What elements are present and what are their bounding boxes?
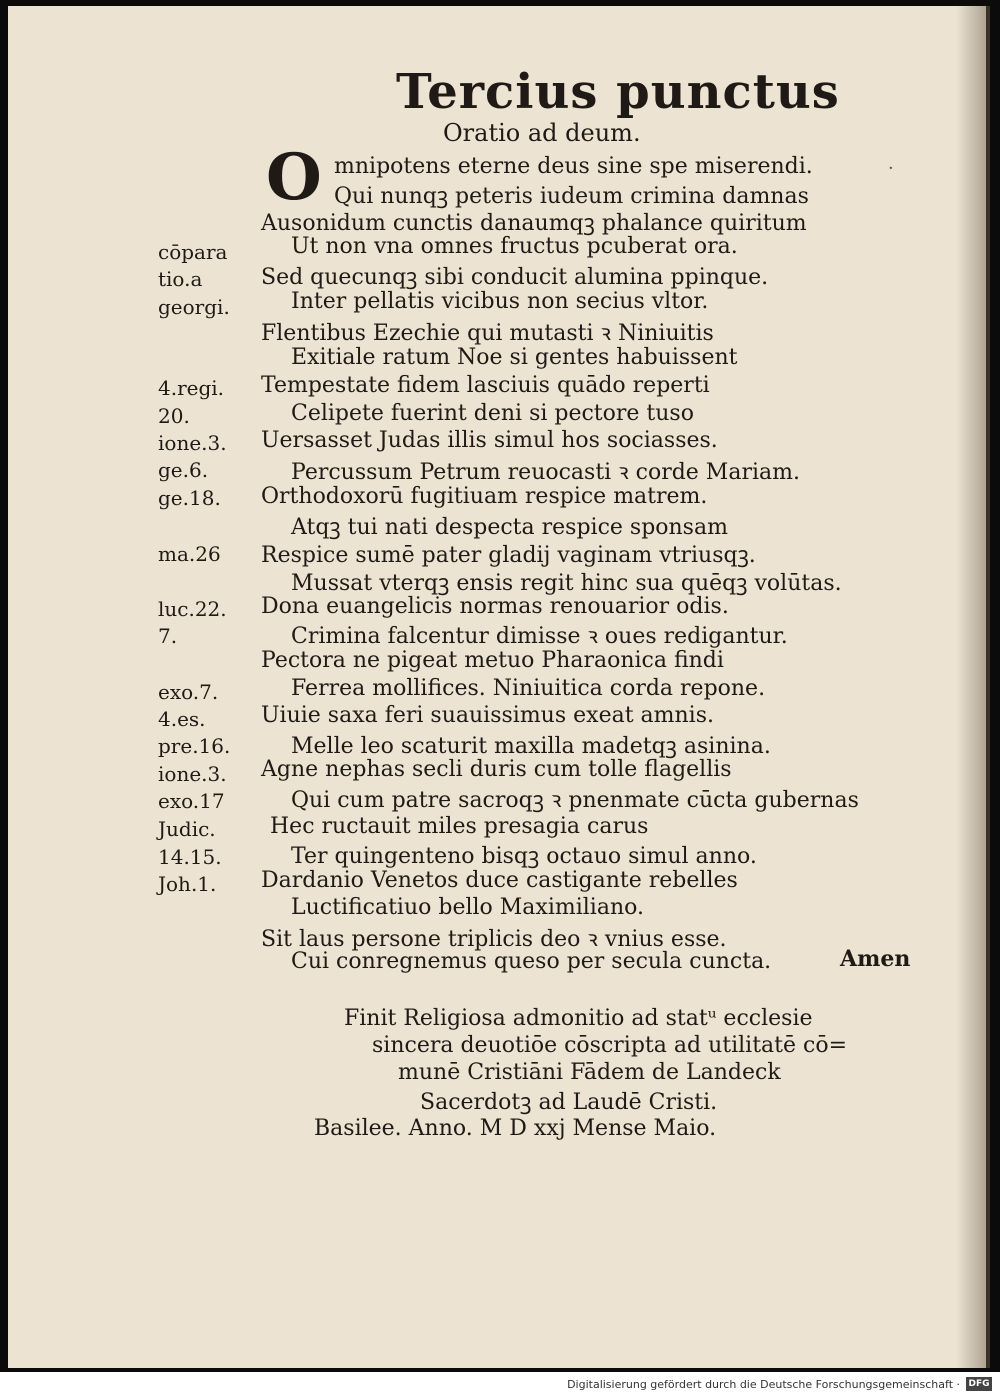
colophon-line: Finit Religiosa admonitio ad statᵘ ecclesie — [344, 1006, 813, 1031]
margin-note: pre.16. — [158, 734, 231, 758]
margin-note: exo.17 — [158, 789, 225, 813]
margin-note: ge.6. — [158, 458, 209, 482]
verse-line: Qui cum patre sacroqꝫ ꝛ pnenmate cūcta gubernas — [291, 788, 859, 813]
verse-line: Inter pellatis vicibus non secius vltor. — [291, 289, 709, 314]
margin-note: 4.es. — [158, 707, 206, 731]
verse-line: Uersasset Judas illis simul hos sociasses. — [261, 428, 718, 453]
verse-line: Tempestate fidem lasciuis quādo reperti — [261, 373, 710, 398]
margin-note: 20. — [158, 404, 190, 428]
verse-line: Respice sumē pater gladij vaginam vtriusqꝫ. — [261, 543, 756, 568]
margin-note: exo.7. — [158, 680, 219, 704]
margin-note: luc.22. — [158, 597, 227, 621]
verse-line: Ter quingenteno bisqꝫ octauo simul anno. — [291, 844, 757, 869]
verse-line: Agne nephas secli duris cum tolle flagellis — [261, 757, 732, 782]
verse-line: Pectora ne pigeat metuo Pharaonica findi — [261, 648, 724, 673]
page-subheading: Oratio ad deum. — [443, 119, 641, 147]
dfg-logo: DFG — [966, 1377, 992, 1391]
verse-line: Ut non vna omnes fructus pcuberat ora. — [291, 234, 738, 259]
verse-line: Luctificatiuo bello Maximiliano. — [291, 895, 644, 920]
margin-note: 4.regi. — [158, 376, 225, 400]
margin-note: 7. — [158, 624, 178, 648]
margin-note: ge.18. — [158, 486, 221, 510]
margin-note: tio.a — [158, 267, 203, 291]
verse-line: Orthodoxorū fugitiuam respice matrem. — [261, 484, 708, 509]
margin-note: cōpara — [158, 240, 228, 264]
verse-line: Percussum Petrum reuocasti ꝛ corde Mariam. — [291, 460, 800, 485]
footer-bar — [0, 1372, 1000, 1397]
verse-line: Uiuie saxa feri suauissimus exeat amnis. — [261, 703, 714, 728]
verse-line: Crimina falcentur dimisse ꝛ oues redigantur. — [291, 624, 788, 649]
margin-mark: · — [888, 158, 894, 179]
margin-note: georgi. — [158, 295, 230, 319]
verse-line: Ausonidum cunctis danaumqꝫ phalance quiritum — [261, 211, 807, 236]
verse-line: Cui conregnemus queso per secula cuncta. — [291, 949, 772, 974]
colophon-line: sincera deuotiōe cōscripta ad utilitatē cō= — [372, 1033, 847, 1058]
verse-line: Dona euangelicis normas renouarior odis. — [261, 594, 729, 619]
drop-initial: O — [266, 140, 322, 215]
margin-note: Judic. — [158, 817, 216, 841]
amen-text: Amen — [840, 946, 911, 972]
verse-line: Qui nunqꝫ peteris iudeum crimina damnas — [334, 184, 809, 209]
margin-note: ma.26 — [158, 542, 221, 566]
verse-line: Celipete fuerint deni si pectore tuso — [291, 401, 694, 426]
verse-line: Ferrea mollifices. Niniuitica corda repone. — [291, 676, 766, 701]
colophon-line: Basilee. Anno. M D xxj Mense Maio. — [314, 1116, 717, 1141]
verse-line: Mussat vterqꝫ ensis regit hinc sua quēqꝫ volūtas. — [291, 571, 842, 596]
verse-line: Hec ructauit miles presagia carus — [270, 814, 649, 839]
margin-note: ione.3. — [158, 431, 227, 455]
margin-note: Joh.1. — [158, 872, 217, 896]
verse-line: Exitiale ratum Noe si gentes habuissent — [291, 345, 738, 370]
verse-line: Sit laus persone triplicis deo ꝛ vnius esse. — [261, 927, 727, 952]
verse-line: Sed quecunqꝫ sibi conducit alumina ppinque. — [261, 265, 769, 290]
colophon-line: munē Cristiāni Fādem de Landeck — [398, 1060, 781, 1085]
verse-line: Atqꝫ tui nati despecta respice sponsam — [291, 515, 728, 540]
verse-line: Melle leo scaturit maxilla madetqꝫ asinina. — [291, 734, 771, 759]
verse-line: Flentibus Ezechie qui mutasti ꝛ Niniuitis — [261, 321, 714, 346]
margin-note: 14.15. — [158, 845, 222, 869]
funding-notice: Digitalisierung gefördert durch die Deutsche Forschungsgemeinschaft · — [567, 1378, 960, 1391]
verse-line: Dardanio Venetos duce castigante rebelles — [261, 868, 738, 893]
page-heading: Tercius punctus — [396, 64, 840, 120]
colophon-line: Sacerdotꝫ ad Laudē Cristi. — [420, 1090, 718, 1115]
verse-line: mnipotens eterne deus sine spe miserendi. — [334, 154, 813, 179]
margin-note: ione.3. — [158, 762, 227, 786]
book-page — [8, 6, 990, 1368]
